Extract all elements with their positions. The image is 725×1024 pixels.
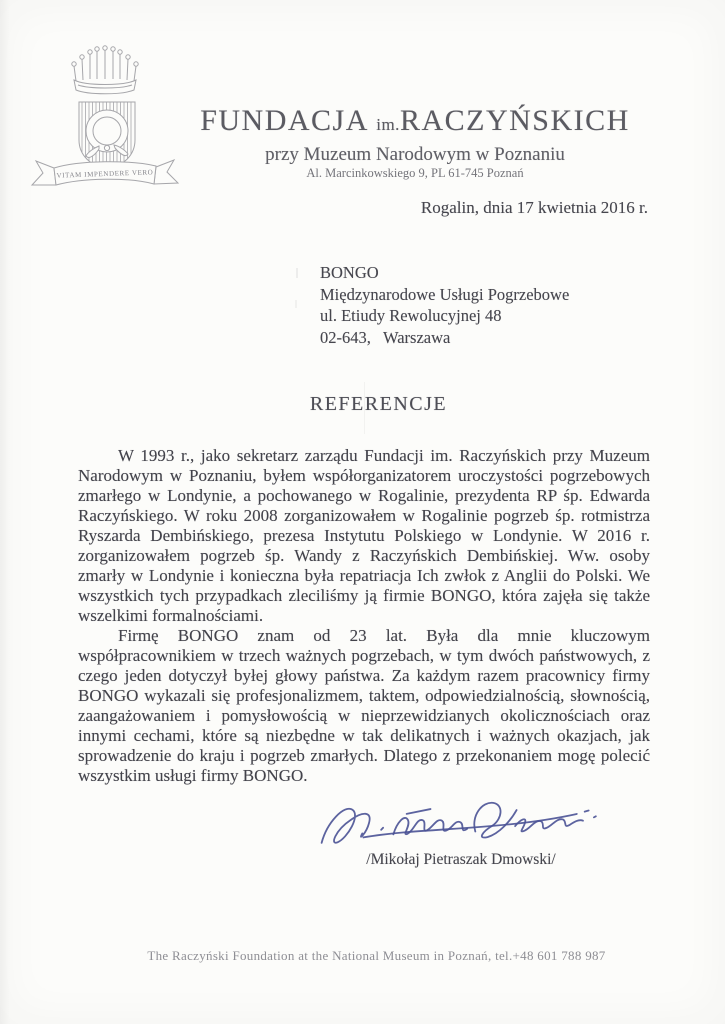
recipient-line: 02-643, Warszawa bbox=[320, 327, 451, 347]
recipient-name: BONGO bbox=[320, 263, 379, 282]
signatory-name: /Mikołaj Pietraszak Dmowski/ bbox=[366, 851, 556, 868]
scan-fold-mark bbox=[364, 382, 365, 434]
recipient-line: ul. Etiudy Rewolucyjnej 48 bbox=[320, 306, 502, 325]
letter-body bbox=[78, 446, 650, 786]
letterhead bbox=[190, 104, 640, 181]
scan-speck bbox=[295, 300, 297, 308]
crest-crown-icon bbox=[72, 46, 138, 94]
recipient-line: Międzynarodowe Usługi Pogrzebowe bbox=[320, 284, 570, 304]
org-name-raczynskich: RACZYŃSKICH bbox=[399, 104, 630, 137]
crest-shield-icon bbox=[79, 102, 135, 171]
document-title: REFERENCJE bbox=[309, 393, 448, 415]
crest-ribbon-icon bbox=[32, 160, 178, 185]
scan-speck bbox=[296, 268, 298, 278]
org-name-fundacja: FUNDACJA bbox=[200, 104, 368, 137]
handwritten-signature-icon bbox=[310, 789, 612, 857]
dateline: Rogalin, dnia 17 kwietnia 2016 r. bbox=[420, 198, 648, 217]
foundation-crest-icon bbox=[28, 44, 182, 196]
org-subtitle: przy Muzeum Narodowym w Poznaniu bbox=[265, 144, 565, 165]
recipient-address-block bbox=[320, 262, 569, 348]
body-paragraph: Firmę BONGO znam od 23 lat. Była dla mnie kluczowym współpracownikiem w trzech ważnych pogrzebach, w tym dwóch państwowych, z czego jeden dotyczył byłej głowy państwa. Za każdym razem pracownicy firmy BONGO wykazali się profesjonalizmem, taktem, odpowiedzialnością, słownością, zaangażowaniem i pomysłowością w nieprzewidzianych okolicznościach oraz innymi cechami, które są niezbędne w tak delikatnych i ważnych okazjach, jak sprowadzenie do kraju i pogrzeb zmarłych. Dlatego z przekonaniem mogę polecić wszystkim usługi firmy BONGO. bbox=[78, 626, 650, 785]
crest-motto: VITAM IMPENDERE VERO bbox=[56, 168, 154, 180]
org-name-im: im. bbox=[376, 115, 400, 134]
org-address: Al. Marcinkowskiego 9, PL 61-745 Poznań bbox=[306, 166, 524, 180]
signature-block bbox=[306, 794, 616, 869]
body-paragraph: W 1993 r., jako sekretarz zarządu Fundacji im. Raczyńskich przy Muzeum Narodowym w Poznaniu, byłem współorganizatorem uroczystości pogrzebowych zmarłego w Londynie, a pochowanego w Rogalinie, prezydenta RP śp. Edwarda Raczyńskiego. W roku 2008 zorganizowałem w Rogalinie pogrzeb śp. rotmistrza Ryszarda Dembińskiego, prezesa Instytutu Polskiego w Londynie. W 2016 r. zorganizowałem pogrzeb śp. Wandy z Raczyńskich Dembińskiej. Ww. osoby zmarły w Londynie i konieczna była repatriacja Ich zwłok z Anglii do Polski. We wszystkich tych przypadkach zleciliśmy ją firmie BONGO, która zajęła się także wszelkimi formalnościami. bbox=[78, 446, 650, 625]
footer-line: The Raczyński Foundation at the National Museum in Poznań, tel.+48 601 788 987 bbox=[147, 948, 606, 963]
org-name bbox=[190, 104, 640, 142]
scan-edge-shade bbox=[0, 0, 10, 1024]
